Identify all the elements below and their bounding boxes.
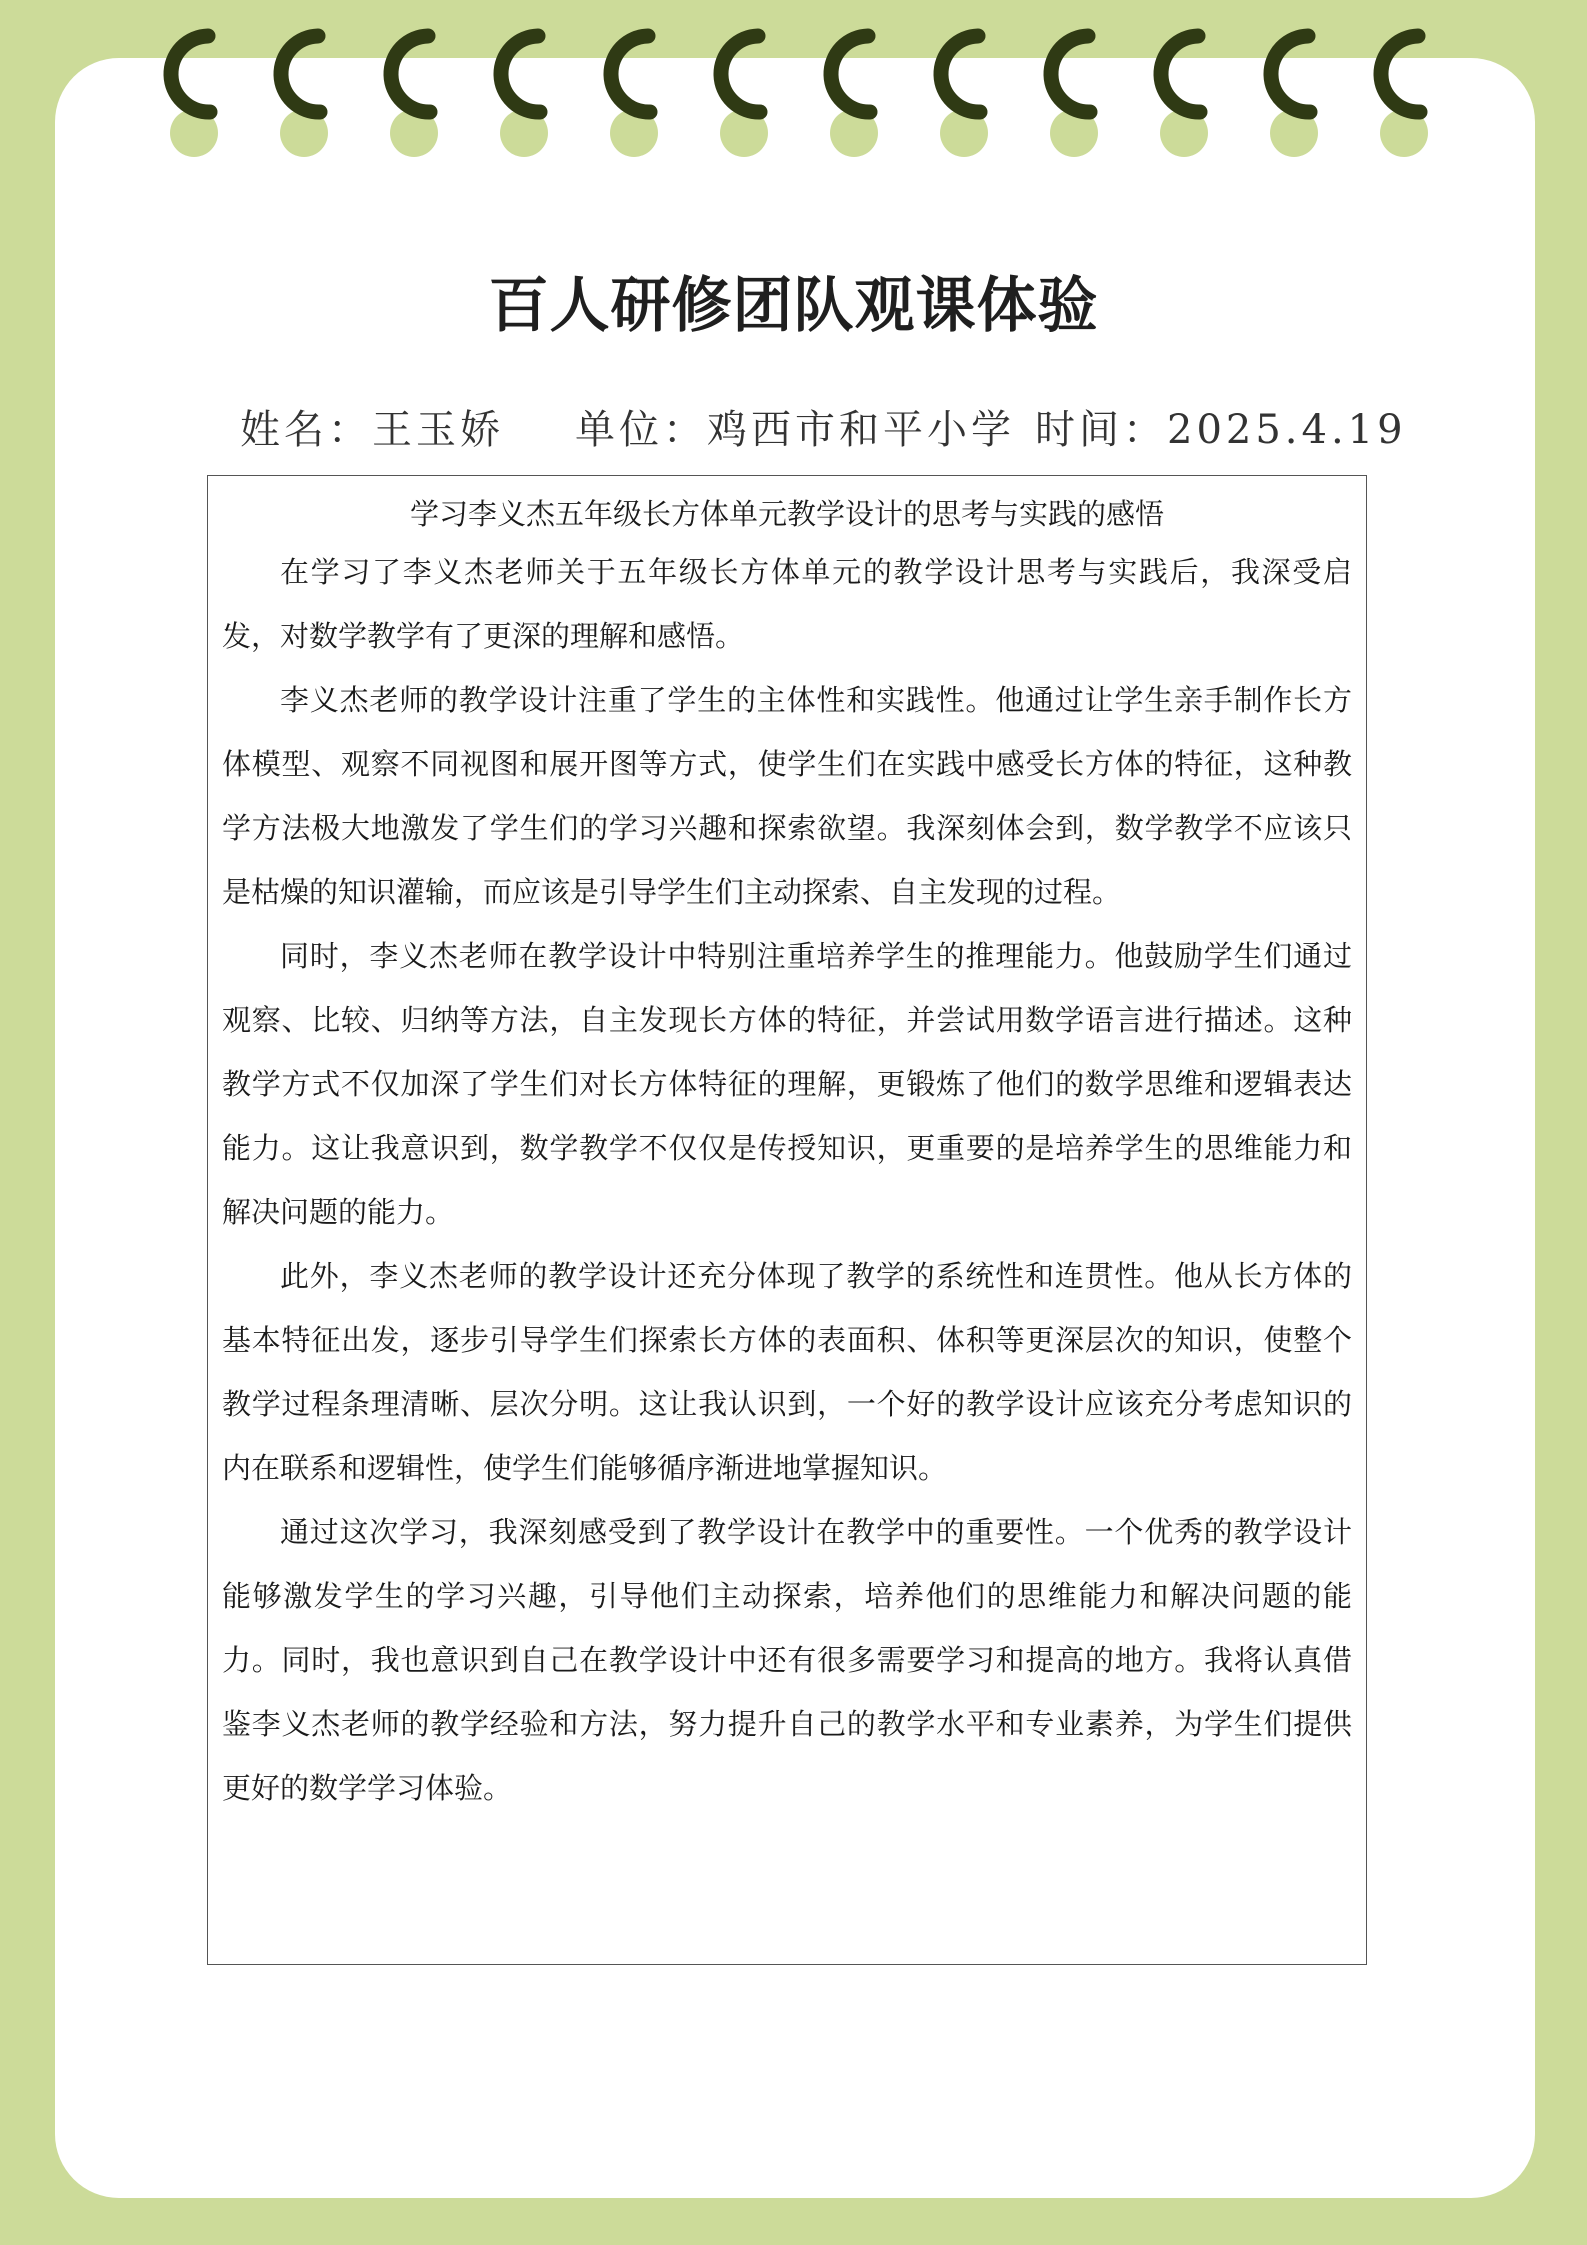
binding-ring — [501, 36, 540, 112]
spiral-binding — [0, 0, 1587, 170]
essay-paragraph: 李义杰老师的教学设计注重了学生的主体性和实践性。他通过让学生亲手制作长方体模型、观察不同视图和展开图等方式，使学生们在实践中感受长方体的特征，这种教学方法极大地激发了学生们的学习兴趣和探索欲望。我深刻体会到，数学教学不应该只是枯燥的知识灌输，而应该是引导学生们主动探索、自主发现的过程。 — [222, 683, 1352, 909]
binding-ring — [281, 36, 320, 112]
binding-ring — [1271, 36, 1310, 112]
essay-paragraph: 在学习了李义杰老师关于五年级长方体单元的教学设计思考与实践后，我深受启发，对数学教学有了更深的理解和感悟。 — [222, 555, 1352, 653]
binding-ring — [721, 36, 760, 112]
spiral-ring-icon — [390, 36, 438, 157]
essay-paragraph: 同时，李义杰老师在教学设计中特别注重培养学生的推理能力。他鼓励学生们通过观察、比较、归纳等方法，自主发现长方体的特征，并尝试用数学语言进行描述。这种教学方式不仅加深了学生们对长方体特征的理解，更锻炼了他们的数学思维和逻辑表达能力。这让我意识到，数学教学不仅仅是传授知识，更重要的是培养学生的思维能力和解决问题的能力。 — [222, 939, 1352, 1229]
spiral-ring-icon — [720, 36, 768, 157]
binding-ring — [941, 36, 980, 112]
essay-paragraph: 此外，李义杰老师的教学设计还充分体现了教学的系统性和连贯性。他从长方体的基本特征出发，逐步引导学生们探索长方体的表面积、体积等更深层次的知识，使整个教学过程条理清晰、层次分明。这让我认识到，一个好的教学设计应该充分考虑知识的内在联系和逻辑性，使学生们能够循序渐进地掌握知识。 — [222, 1259, 1352, 1485]
info-name: 姓名：王玉娇 — [240, 407, 504, 453]
spiral-ring-icon — [1160, 36, 1208, 157]
binding-ring — [1381, 36, 1420, 112]
essay-box — [207, 475, 1367, 1965]
binding-ring — [831, 36, 870, 112]
spiral-ring-icon — [500, 36, 548, 157]
binding-ring — [1051, 36, 1090, 112]
essay-title: 学习李义杰五年级长方体单元教学设计的思考与实践的感悟 — [409, 497, 1164, 531]
spiral-ring-icon — [1380, 36, 1428, 157]
spiral-ring-icon — [1270, 36, 1318, 157]
page-title: 百人研修团队观课体验 — [488, 271, 1099, 341]
info-unit: 单位：鸡西市和平小学 — [575, 407, 1015, 453]
spiral-ring-icon — [1050, 36, 1098, 157]
spiral-ring-icon — [610, 36, 658, 157]
binding-ring — [171, 36, 210, 112]
binding-ring — [611, 36, 650, 112]
spiral-ring-icon — [830, 36, 878, 157]
spiral-ring-icon — [170, 36, 218, 157]
info-time: 时间：2025.4.19 — [1035, 407, 1407, 453]
binding-ring — [391, 36, 430, 112]
spiral-ring-icon — [280, 36, 328, 157]
essay-paragraph: 通过这次学习，我深刻感受到了教学设计在教学中的重要性。一个优秀的教学设计能够激发学生的学习兴趣，引导他们主动探索，培养他们的思维能力和解决问题的能力。同时，我也意识到自己在教学设计中还有很多需要学习和提高的地方。我将认真借鉴李义杰老师的教学经验和方法，努力提升自己的教学水平和专业素养，为学生们提供更好的数学学习体验。 — [222, 1515, 1352, 1805]
spiral-ring-icon — [940, 36, 988, 157]
binding-ring — [1161, 36, 1200, 112]
